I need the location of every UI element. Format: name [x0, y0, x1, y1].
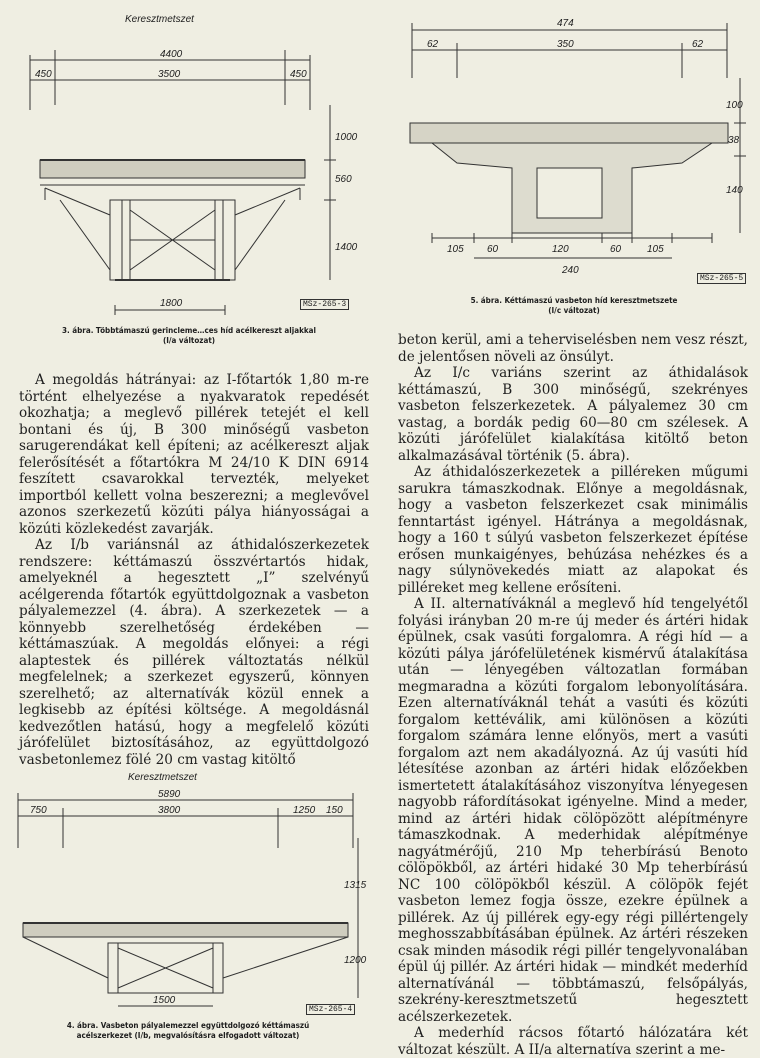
fig5-caption-line2: (I/c változat) — [548, 306, 600, 315]
fig3-caption — [15, 326, 363, 346]
fig5-dim-left: 62 — [427, 39, 439, 50]
fig4-caption-line2: acélszerkezet (I/b, megvalósításra elfogadott változat) — [76, 1031, 300, 1040]
fig3-dim-right: 450 — [290, 69, 307, 80]
fig3-dim-left: 450 — [35, 69, 52, 80]
figure-3-drawing — [10, 10, 365, 320]
right-paragraph-0: beton kerül, ami a teherviselésben nem vesz részt, de jelentősen növeli az önsúlyt. — [398, 332, 748, 365]
fig4-code: MSz-265-4 — [306, 1004, 355, 1015]
right-paragraph-2: Az áthidalószerkezetek a pilléreken műgumi sarukra támaszkodnak. Előnye a megoldásnak, hogy a vasbeton felszerkezet csak minimális fenntartást igényel. Hátránya a megoldásnak, hogy a 160 t súlyú vasbeton felszerkezet építése erősen munkaigényes, behúzása nehézkes és a nagy súlynövekedés miatt az alapokat és pilléreket meg kellene erősíteni. — [398, 464, 748, 596]
fig4-dim-h2: 1200 — [344, 955, 367, 966]
fig3-header: Keresztmetszet — [125, 14, 194, 25]
fig3-dim-mid: 3500 — [158, 69, 181, 80]
fig4-header: Keresztmetszet — [128, 772, 197, 783]
fig5-dim-bottom: 240 — [562, 265, 579, 276]
fig4-dim-h1: 1315 — [344, 880, 367, 891]
fig4-caption-line1: 4. ábra. Vasbeton pályalemezzel együttdolgozó kéttámaszú — [66, 1021, 310, 1030]
fig5-dim-b4: 60 — [610, 244, 622, 255]
fig5-dim-h2: 38 — [728, 135, 740, 146]
fig5-dim-right: 62 — [692, 39, 704, 50]
fig5-caption — [400, 296, 748, 316]
fig5-dim-mid: 350 — [557, 39, 574, 50]
right-paragraph-3: A II. alternatíváknál a meglevő híd tengelyétől folyási irányban 20 m-re új meder és ártéri hidak épülnek, csak vasúti forgalomra. A régi híd — a közúti pálya járófelületének kismérvű átalakítása után — lényegében változatlan formában megmaradna a közúti forgalom lebonyolítására. Ezen alternatíváknál tehát a vasúti és közúti forgalom kettéválik, ami különösen a közúti forgalom számára lenne előnyös, mert a vasúti forgalom azt nem akadályozná. Az új vasúti híd létesítése azonban az ártéri hidak előzőekben ismertetett átalakításához viszonyítva lényegesen nagyobb ráfordításokat igényelne. Mind a meder, mind az ártéri hidak cölöpözött alépítményre támaszkodnak. A mederhidak alépítménye nagyátmérőjű, 210 Mp teherbírású Benoto cölöpökből, az ártéri hidaké 30 Mp teherbírású NC 100 cölöpökből készül. A cölöpök fejét vasbeton lemez fogja össze, ezekre épülnek a pillérek. Az új pillérek egy-egy régi pillértengely meghosszabbításában épülnek. Az ártéri részeken csak minden második régi pillér tengelyvonalában épül új pillér. Az ártéri hidak — mindkét mederhíd alternatívánál — többtámaszú, felsőpályás, szekrény-keresztmetszetű hegesztett acélszerkezetek. — [398, 596, 748, 1025]
right-column-text — [398, 332, 748, 1058]
right-paragraph-1: Az I/c variáns szerint az áthidalások kéttámaszú, B 300 minőségű, szekrényes vasbeton felszerkezetek. A pályalemez 30 cm vastag, a bordák pedig 60—80 cm szélesek. A közúti járófelület kialakítása kitöltő beton alkalmazásával történik (5. ábra). — [398, 365, 748, 464]
fig4-dim-edge: 150 — [326, 805, 343, 816]
left-paragraph-1: A megoldás hátrányai: az I-főtartók 1,80 m-re történt elhelyezése a nyakvaratok repedését okozhatja; a meglevő pillérek tetejét el kell bontani és új, B 300 minőségű vasbeton sarugerendákat kell építeni; az acélkereszt aljak felerősítését a főtartókra M 24/10 K DIN 6914 feszített csavarokkal tervezték, melyeket importból kellett volna beszerezni; a meglevővel azonos szerkezetű közúti pálya hiányosságai a közúti közlekedést zavarják. — [19, 372, 369, 537]
fig3-code: MSz-265-3 — [300, 299, 349, 310]
fig4-dim-mid: 3800 — [158, 805, 181, 816]
fig5-caption-line1: 5. ábra. Kéttámaszú vasbeton híd keresztmetszete — [470, 296, 678, 305]
figure-5-drawing — [392, 8, 754, 300]
fig3-dim-total: 4400 — [160, 49, 183, 60]
fig3-dim-h2: 560 — [335, 174, 352, 185]
fig5-code: MSz-265-5 — [697, 273, 746, 284]
fig4-dim-right: 1250 — [293, 805, 316, 816]
fig5-dim-h1: 100 — [726, 100, 743, 111]
left-column-text — [19, 372, 369, 768]
fig4-dim-left: 750 — [30, 805, 47, 816]
fig5-dim-h3: 140 — [726, 185, 743, 196]
fig5-dim-b1: 105 — [447, 244, 464, 255]
fig5-dim-total: 474 — [557, 18, 574, 29]
fig4-dim-bottom: 1500 — [153, 995, 176, 1006]
fig4-dim-total: 5890 — [158, 789, 181, 800]
fig3-caption-line2: (I/a változat) — [162, 336, 216, 345]
fig5-dim-b3: 120 — [552, 244, 569, 255]
figure-4-drawing — [8, 768, 368, 1018]
fig3-dim-h3: 1400 — [335, 242, 358, 253]
right-paragraph-4: A mederhíd rácsos főtartó hálózatára két változat készült. A II/a alternatíva szerint a me- — [398, 1025, 748, 1058]
left-paragraph-2: Az I/b variánsnál az áthidalószerkezetek rendszere: kéttámaszú összvértartós hidak, amelyeknél a hegesztett „I” szelvényű acélgerenda főtartók együttdolgoznak a vasbeton pályalemezzel (4. ábra). A szerkezetek — a könnyebb szerelhetőség érdekében — kéttámaszúak. A megoldás előnyei: a régi alaptestek és pillérek változtatás nélkül megfelelnek; a szerkezet egyszerű, könnyen szerelhető; az alternatívák közül ennek a legkisebb az építési költsége. A megoldásnál kedvezőtlen hatású, hogy a megfelelő közúti járófelület biztosításához, az együttdolgozó vasbetonlemez fölé 20 cm vastag kitöltő — [19, 537, 369, 768]
fig4-caption — [14, 1021, 362, 1041]
fig3-dim-h1: 1000 — [335, 132, 358, 143]
fig3-caption-line1: 3. ábra. Többtámaszú gerincleme…ces híd acélkereszt aljakkal — [62, 326, 316, 335]
fig3-dim-bottom: 1800 — [160, 298, 183, 309]
fig5-dim-b2: 60 — [487, 244, 499, 255]
fig5-dim-b5: 105 — [647, 244, 664, 255]
